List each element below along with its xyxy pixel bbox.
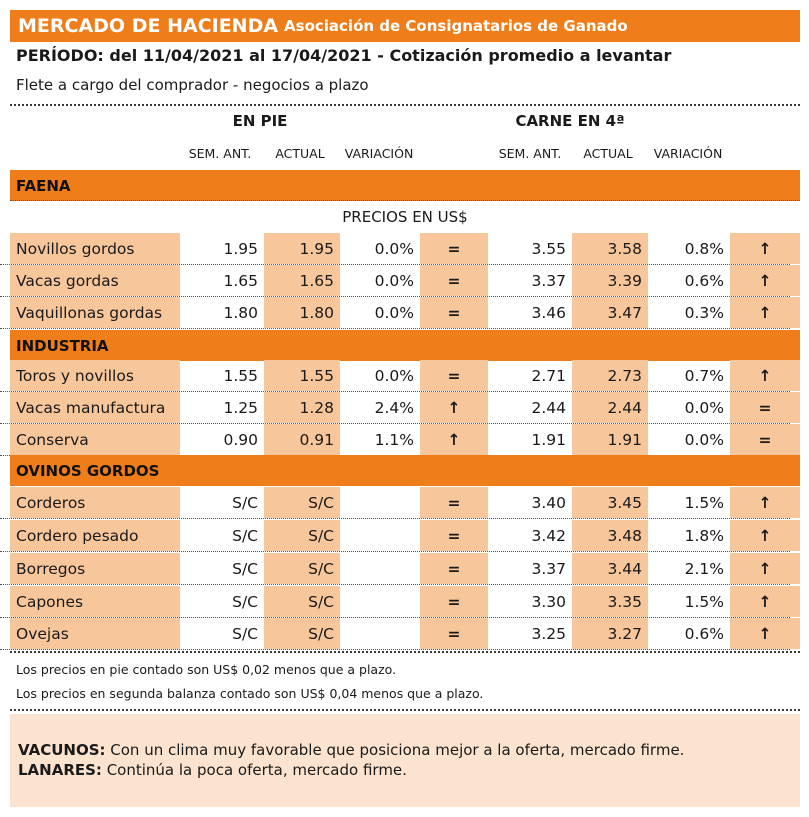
carne-variacion: 0.0% (684, 398, 724, 417)
row-label: Novillos gordos (10, 233, 180, 264)
pie-variacion: 1.1% (374, 430, 414, 449)
pie-trend-icon: ↑ (420, 392, 488, 423)
col-header-pie-sem-ant: SEM. ANT. (188, 146, 252, 161)
lanares-label: LANARES: (18, 761, 102, 779)
section-title: INDUSTRIA (16, 336, 109, 355)
pie-actual: S/C (264, 618, 340, 649)
row-label: Corderos (10, 487, 180, 518)
pie-trend-icon: = (420, 520, 488, 551)
row-divider (0, 551, 790, 552)
carne-trend-icon: ↑ (730, 520, 800, 551)
row-divider (10, 200, 800, 201)
section-title: FAENA (16, 176, 71, 195)
row-label: Vacas gordas (10, 265, 180, 296)
carne-trend-icon: ↑ (730, 297, 800, 328)
pie-variacion (340, 553, 420, 584)
pie-actual: S/C (264, 487, 340, 518)
carne-actual: 2.73 (572, 360, 648, 391)
pie-actual: S/C (264, 586, 340, 617)
carne-sem-ant: 3.37 (531, 559, 566, 578)
carne-trend-icon: ↑ (730, 586, 800, 617)
pie-sem-ant: 0.90 (223, 430, 258, 449)
pie-trend-icon: = (420, 618, 488, 649)
carne-variacion: 1.5% (684, 493, 724, 512)
carne-actual: 3.47 (572, 297, 648, 328)
pie-variacion: 2.4% (374, 398, 414, 417)
carne-trend-icon: ↑ (730, 487, 800, 518)
pie-actual: S/C (264, 553, 340, 584)
carne-sem-ant: 3.25 (531, 624, 566, 643)
row-label: Toros y novillos (10, 360, 180, 391)
pie-variacion (340, 618, 420, 649)
pie-actual: 1.55 (264, 360, 340, 391)
carne-actual: 3.44 (572, 553, 648, 584)
carne-sem-ant: 3.46 (531, 303, 566, 322)
freight-line: Flete a cargo del comprador - negocios a plazo (16, 76, 369, 94)
pie-variacion (340, 487, 420, 518)
pie-sem-ant: S/C (232, 526, 258, 545)
carne-variacion: 0.3% (684, 303, 724, 322)
carne-sem-ant: 3.30 (531, 592, 566, 611)
row-divider (0, 328, 790, 329)
pie-variacion: 0.0% (374, 303, 414, 322)
carne-actual: 3.39 (572, 265, 648, 296)
row-label: Cordero pesado (10, 520, 180, 551)
carne-sem-ant: 3.40 (531, 493, 566, 512)
carne-trend-icon: ↑ (730, 553, 800, 584)
note-segunda-balanza: Los precios en segunda balanza contado son US$ 0,04 menos que a plazo. (16, 686, 484, 701)
pie-trend-icon: = (420, 360, 488, 391)
title-bar (10, 10, 800, 42)
carne-variacion: 0.7% (684, 366, 724, 385)
row-label: Vacas manufactura (10, 392, 180, 423)
carne-sem-ant: 3.37 (531, 271, 566, 290)
carne-sem-ant: 2.44 (531, 398, 566, 417)
carne-actual: 1.91 (572, 424, 648, 455)
pie-actual: 1.65 (264, 265, 340, 296)
col-header-carne-sem-ant: SEM. ANT. (498, 146, 562, 161)
row-label: Ovejas (10, 618, 180, 649)
pie-variacion: 0.0% (374, 366, 414, 385)
lanares-text: Continúa la poca oferta, mercado firme. (101, 761, 407, 779)
pie-sem-ant: 1.95 (223, 239, 258, 258)
carne-actual: 3.35 (572, 586, 648, 617)
vacunos-comment (18, 740, 800, 760)
pie-sem-ant: 1.65 (223, 271, 258, 290)
col-header-carne-actual: ACTUAL (583, 146, 633, 161)
pie-variacion (340, 520, 420, 551)
carne-trend-icon: ↑ (730, 265, 800, 296)
section-title: OVINOS GORDOS (16, 461, 160, 480)
pie-sem-ant: S/C (232, 493, 258, 512)
pie-actual: S/C (264, 520, 340, 551)
row-label: Borregos (10, 553, 180, 584)
pie-variacion (340, 586, 420, 617)
carne-sem-ant: 3.55 (531, 239, 566, 258)
col-header-pie-actual: ACTUAL (275, 146, 325, 161)
pie-trend-icon: = (420, 265, 488, 296)
carne-variacion: 0.0% (684, 430, 724, 449)
group-header-en-pie: EN PIE (232, 112, 288, 130)
pie-trend-icon: = (420, 233, 488, 264)
divider (10, 651, 800, 653)
carne-trend-icon: = (730, 392, 800, 423)
lanares-comment (18, 760, 800, 780)
carne-actual: 2.44 (572, 392, 648, 423)
vacunos-text: Con un clima muy favorable que posiciona mejor a la oferta, mercado firme. (105, 741, 685, 759)
carne-trend-icon: ↑ (730, 360, 800, 391)
pie-sem-ant: S/C (232, 592, 258, 611)
row-label: Capones (10, 586, 180, 617)
carne-actual: 3.27 (572, 618, 648, 649)
pie-trend-icon: = (420, 297, 488, 328)
section-ovinos-gordos (10, 455, 800, 486)
carne-variacion: 0.6% (684, 271, 724, 290)
divider (10, 709, 800, 711)
pie-trend-icon: = (420, 553, 488, 584)
pie-sem-ant: 1.25 (223, 398, 258, 417)
pie-sem-ant: S/C (232, 559, 258, 578)
carne-sem-ant: 1.91 (531, 430, 566, 449)
pie-actual: 1.28 (264, 392, 340, 423)
carne-sem-ant: 2.71 (531, 366, 566, 385)
pie-sem-ant: 1.80 (223, 303, 258, 322)
pie-actual: 1.95 (264, 233, 340, 264)
carne-trend-icon: = (730, 424, 800, 455)
pie-variacion: 0.0% (374, 239, 414, 258)
carne-actual: 3.45 (572, 487, 648, 518)
note-pie-contado: Los precios en pie contado son US$ 0,02 menos que a plazo. (16, 662, 397, 677)
market-comment-box (10, 714, 800, 807)
section-faena (10, 170, 800, 201)
divider (10, 104, 800, 106)
report-title: MERCADO DE HACIENDA (18, 15, 279, 37)
col-header-pie-variacion: VARIACIÓN (344, 146, 414, 161)
prices-currency-label: PRECIOS EN US$ (342, 208, 468, 226)
period-line: PERÍODO: del 11/04/2021 al 17/04/2021 - Cotización promedio a levantar (16, 46, 672, 65)
pie-sem-ant: 1.55 (223, 366, 258, 385)
row-label: Conserva (10, 424, 180, 455)
pie-trend-icon: = (420, 487, 488, 518)
pie-variacion: 0.0% (374, 271, 414, 290)
row-divider (0, 584, 790, 585)
carne-trend-icon: ↑ (730, 618, 800, 649)
vacunos-label: VACUNOS: (18, 741, 106, 759)
pie-actual: 0.91 (264, 424, 340, 455)
carne-variacion: 1.8% (684, 526, 724, 545)
carne-actual: 3.58 (572, 233, 648, 264)
carne-variacion: 2.1% (684, 559, 724, 578)
col-header-carne-variacion: VARIACIÓN (653, 146, 723, 161)
report-subtitle: Asociación de Consignatarios de Ganado (284, 17, 628, 35)
carne-trend-icon: ↑ (730, 233, 800, 264)
pie-trend-icon: ↑ (420, 424, 488, 455)
pie-trend-icon: = (420, 586, 488, 617)
carne-actual: 3.48 (572, 520, 648, 551)
carne-variacion: 0.8% (684, 239, 724, 258)
pie-actual: 1.80 (264, 297, 340, 328)
carne-variacion: 0.6% (684, 624, 724, 643)
group-header-carne: CARNE EN 4ª (515, 112, 625, 130)
section-industria (10, 330, 800, 361)
row-label: Vaquillonas gordas (10, 297, 180, 328)
row-divider (0, 518, 790, 519)
carne-variacion: 1.5% (684, 592, 724, 611)
row-divider (0, 649, 790, 650)
pie-sem-ant: S/C (232, 624, 258, 643)
carne-sem-ant: 3.42 (531, 526, 566, 545)
